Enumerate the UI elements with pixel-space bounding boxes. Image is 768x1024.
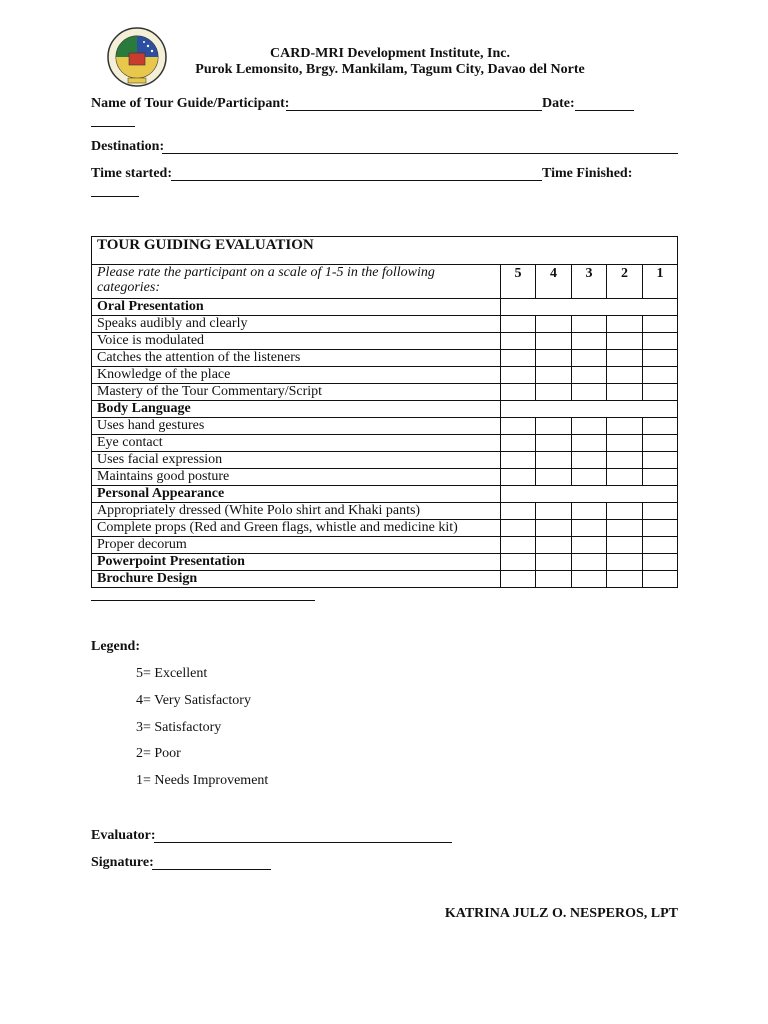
scale-header-2: 2 <box>606 265 642 299</box>
evaluation-table <box>91 236 678 588</box>
signature-label: Signature: <box>91 855 154 870</box>
rating-cell[interactable] <box>571 537 606 554</box>
rating-cell[interactable] <box>535 367 571 384</box>
rating-cell[interactable] <box>500 384 535 401</box>
rating-cell[interactable] <box>500 367 535 384</box>
time-finished-line[interactable] <box>91 196 139 197</box>
destination-label: Destination: <box>91 139 165 154</box>
section-heading: Personal Appearance <box>92 486 501 503</box>
criterion-label: Mastery of the Tour Commentary/Script <box>92 384 501 401</box>
rating-cell[interactable] <box>571 333 606 350</box>
evaluator-label: Evaluator: <box>91 828 156 843</box>
rating-cell[interactable] <box>606 316 642 333</box>
rating-instruction: Please rate the participant on a scale of 1-5 in the following categories: <box>92 265 501 299</box>
rating-cell[interactable] <box>606 350 642 367</box>
table-footnote-line <box>91 600 315 601</box>
scale-header-4: 4 <box>535 265 571 299</box>
section-heading: Oral Presentation <box>92 299 501 316</box>
guide-name-label: Name of Tour Guide/Participant: <box>91 96 290 111</box>
scale-header-1: 1 <box>642 265 677 299</box>
rating-cell[interactable] <box>571 367 606 384</box>
section-row <box>92 401 678 418</box>
table-title: TOUR GUIDING EVALUATION <box>92 237 678 265</box>
rating-cell[interactable] <box>500 503 535 520</box>
rating-cell[interactable] <box>535 452 571 469</box>
rating-cell[interactable] <box>606 418 642 435</box>
rating-cell[interactable] <box>642 469 677 486</box>
section-heading: Body Language <box>92 401 501 418</box>
rating-cell[interactable] <box>606 469 642 486</box>
rating-cell[interactable] <box>606 571 642 588</box>
section-row <box>92 571 678 588</box>
rating-cell[interactable] <box>500 452 535 469</box>
rating-cell[interactable] <box>642 367 677 384</box>
criterion-label: Uses facial expression <box>92 452 501 469</box>
table-row <box>92 350 678 367</box>
date-line[interactable] <box>575 110 634 111</box>
section-row <box>92 554 678 571</box>
rating-cell[interactable] <box>642 537 677 554</box>
table-row <box>92 418 678 435</box>
table-row <box>92 469 678 486</box>
rating-cell[interactable] <box>571 316 606 333</box>
rating-cell[interactable] <box>571 418 606 435</box>
rating-cell[interactable] <box>571 469 606 486</box>
legend-item: 5= Excellent <box>136 666 208 681</box>
criterion-label: Appropriately dressed (White Polo shirt and Khaki pants) <box>92 503 501 520</box>
section-blank-cell <box>500 401 677 418</box>
table-row <box>92 333 678 350</box>
rating-cell[interactable] <box>500 571 535 588</box>
criterion-label: Maintains good posture <box>92 469 501 486</box>
rating-cell[interactable] <box>535 316 571 333</box>
rating-cell[interactable] <box>606 503 642 520</box>
criterion-label: Voice is modulated <box>92 333 501 350</box>
institute-name: CARD-MRI Development Institute, Inc. <box>270 46 510 61</box>
guide-name-line[interactable] <box>286 110 542 111</box>
rating-cell[interactable] <box>642 520 677 537</box>
rating-cell[interactable] <box>642 452 677 469</box>
rating-cell[interactable] <box>535 520 571 537</box>
section-heading: Brochure Design <box>92 571 501 588</box>
rating-cell[interactable] <box>642 503 677 520</box>
rating-cell[interactable] <box>571 435 606 452</box>
evaluator-line[interactable] <box>154 842 452 843</box>
criterion-label: Eye contact <box>92 435 501 452</box>
criterion-label: Proper decorum <box>92 537 501 554</box>
criterion-label: Speaks audibly and clearly <box>92 316 501 333</box>
rating-cell[interactable] <box>500 554 535 571</box>
rating-cell[interactable] <box>642 435 677 452</box>
legend-item: 3= Satisfactory <box>136 720 222 735</box>
rating-cell[interactable] <box>642 571 677 588</box>
legend-item: 1= Needs Improvement <box>136 773 269 788</box>
rating-cell[interactable] <box>500 333 535 350</box>
table-row <box>92 520 678 537</box>
rating-cell[interactable] <box>642 333 677 350</box>
criterion-label: Catches the attention of the listeners <box>92 350 501 367</box>
rating-cell[interactable] <box>642 418 677 435</box>
date-label: Date: <box>542 96 575 111</box>
criterion-label: Uses hand gestures <box>92 418 501 435</box>
rating-cell[interactable] <box>535 418 571 435</box>
table-row <box>92 435 678 452</box>
rating-cell[interactable] <box>500 520 535 537</box>
table-row <box>92 537 678 554</box>
table-row <box>92 316 678 333</box>
rating-cell[interactable] <box>535 537 571 554</box>
rating-cell[interactable] <box>606 384 642 401</box>
criterion-label: Knowledge of the place <box>92 367 501 384</box>
rating-cell[interactable] <box>535 503 571 520</box>
rating-cell[interactable] <box>571 452 606 469</box>
rating-cell[interactable] <box>500 537 535 554</box>
criterion-label: Complete props (Red and Green flags, whistle and medicine kit) <box>92 520 501 537</box>
rating-cell[interactable] <box>535 469 571 486</box>
rating-cell[interactable] <box>535 384 571 401</box>
rating-cell[interactable] <box>642 350 677 367</box>
rating-cell[interactable] <box>606 537 642 554</box>
date-line-continued[interactable] <box>91 126 135 127</box>
rating-cell[interactable] <box>535 571 571 588</box>
rating-cell[interactable] <box>642 316 677 333</box>
rating-cell[interactable] <box>500 469 535 486</box>
rating-cell[interactable] <box>606 452 642 469</box>
rating-cell[interactable] <box>500 435 535 452</box>
destination-line[interactable] <box>162 153 678 154</box>
rating-cell[interactable] <box>606 520 642 537</box>
time-finished-label: Time Finished: <box>542 166 633 181</box>
rating-cell[interactable] <box>535 554 571 571</box>
institute-address: Purok Lemonsito, Brgy. Mankilam, Tagum City, Davao del Norte <box>195 62 585 77</box>
institute-seal-logo <box>106 26 168 88</box>
legend-item: 4= Very Satisfactory <box>136 693 251 708</box>
rating-cell[interactable] <box>535 333 571 350</box>
section-row <box>92 486 678 503</box>
time-started-line[interactable] <box>171 180 542 181</box>
table-row <box>92 384 678 401</box>
rating-cell[interactable] <box>535 350 571 367</box>
rating-cell[interactable] <box>535 435 571 452</box>
rating-cell[interactable] <box>606 554 642 571</box>
rating-cell[interactable] <box>606 333 642 350</box>
rating-cell[interactable] <box>571 503 606 520</box>
legend-item: 2= Poor <box>136 746 181 761</box>
rating-cell[interactable] <box>500 350 535 367</box>
section-blank-cell <box>500 486 677 503</box>
rating-cell[interactable] <box>571 520 606 537</box>
rating-cell[interactable] <box>642 554 677 571</box>
table-row <box>92 452 678 469</box>
table-row <box>92 367 678 384</box>
evaluator-printed-name: KATRINA JULZ O. NESPEROS, LPT <box>444 906 678 921</box>
rating-cell[interactable] <box>571 554 606 571</box>
rating-cell[interactable] <box>606 435 642 452</box>
scale-header-5: 5 <box>500 265 535 299</box>
rating-cell[interactable] <box>571 384 606 401</box>
rating-cell[interactable] <box>642 384 677 401</box>
legend-title: Legend: <box>91 639 140 654</box>
time-started-label: Time started: <box>91 166 172 181</box>
rating-cell[interactable] <box>571 350 606 367</box>
rating-cell[interactable] <box>606 367 642 384</box>
section-heading: Powerpoint Presentation <box>92 554 501 571</box>
scale-header-3: 3 <box>571 265 606 299</box>
signature-line[interactable] <box>152 869 271 870</box>
section-blank-cell <box>500 299 677 316</box>
rating-cell[interactable] <box>500 418 535 435</box>
rating-cell[interactable] <box>571 571 606 588</box>
section-row <box>92 299 678 316</box>
rating-cell[interactable] <box>500 316 535 333</box>
table-row <box>92 503 678 520</box>
